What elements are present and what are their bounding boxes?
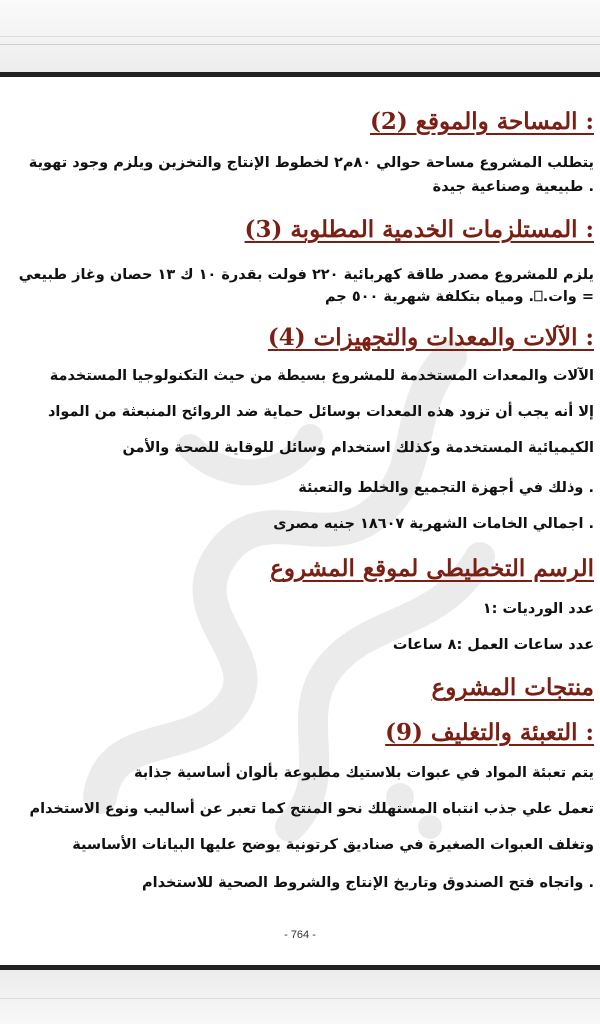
paragraph-line: . وذلك في أجهزة التجميع والخلط والتعبئة (298, 480, 594, 496)
viewer-top-bar (0, 0, 600, 72)
top-divider (0, 44, 600, 45)
heading-packaging: : التعبئة والتغليف (9) (385, 719, 594, 746)
paragraph-line: = وات.⎕. ومياه بتكلفة شهرية ٥٠٠ جم (324, 289, 594, 305)
paragraph-line: يتطلب المشروع مساحة حوالي ٨٠م٢ لخطوط الإنتاج والتخزين ويلزم وجود تهوية (28, 155, 594, 171)
paragraph-line: الكيميائية المستخدمة وكذلك استخدام وسائل للوقاية للصحة والأمن (122, 440, 594, 456)
paragraph-line: الآلات والمعدات المستخدمة للمشروع بسيطة من حيث التكنولوجيا المستخدمة (49, 368, 594, 384)
paragraph-line: وتغلف العبوات الصغيرة في صناديق كرتونية يوضح عليها البيانات الأساسية (72, 837, 594, 853)
heading-machines-equipment: : الآلات والمعدات والتجهيزات (4) (267, 324, 594, 351)
heading-project-products: منتجات المشروع (431, 674, 594, 701)
heading-required-services: : المستلزمات الخدمية المطلوبة (3) (244, 216, 594, 243)
heading-space-location: : المساحة والموقع (2) (370, 108, 594, 135)
document-page[interactable] (0, 77, 600, 965)
paragraph-line: . واتجاه فتح الصندوق وتاريخ الإنتاج والشروط الصحية للاستخدام (142, 875, 594, 891)
paragraph-line: يلزم للمشروع مصدر طاقة كهربائية ٢٢٠ فولت بقدرة ١٠ ك ١٣ حصان وغاز طبيعي (18, 267, 594, 283)
page-number: - 764 - (284, 929, 316, 941)
paragraph-line: إلا أنه يجب أن تزود هذه المعدات بوسائل حماية ضد الروائح المنبعثة من المواد (47, 404, 594, 420)
paragraph-line: عدد ساعات العمل :٨ ساعات (392, 637, 594, 653)
paragraph-line: . طبيعية وصناعية جيدة (432, 179, 594, 195)
paragraph-line: تعمل علي جذب انتباه المستهلك نحو المنتج كما تعبر عن أساليب ونوع الاستخدام (29, 801, 594, 817)
bottom-divider (0, 998, 600, 999)
paragraph-line: عدد الورديات :١ (482, 601, 594, 617)
paragraph-line: . اجمالي الخامات الشهرية ١٨٦٠٧ جنيه مصرى (273, 516, 594, 532)
paragraph-line: يتم تعبئة المواد في عبوات بلاستيك مطبوعة بألوان أساسية جذابة (134, 765, 594, 781)
heading-site-layout: الرسم التخطيطى لموقع المشروع (270, 555, 594, 582)
viewer-bottom-bar (0, 970, 600, 1024)
top-divider (0, 36, 600, 37)
